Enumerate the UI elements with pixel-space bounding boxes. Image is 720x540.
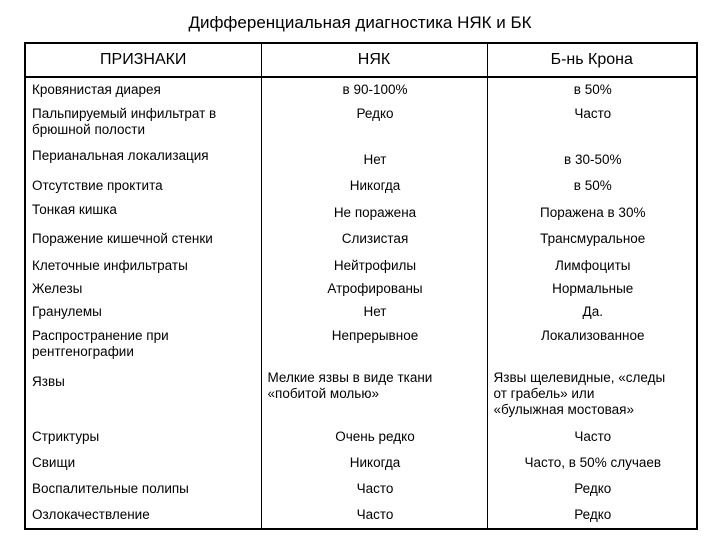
table-row: [25, 450, 697, 476]
header-nyak: НЯК: [261, 43, 487, 77]
header-signs: ПРИЗНАКИ: [25, 43, 261, 77]
crohn-cell: Поражена в 30%: [487, 200, 697, 227]
table-row: [25, 423, 697, 450]
sign-cell: Язвы: [32, 374, 65, 389]
sign-cell: Гранулемы: [32, 304, 102, 319]
nyak-cell: Нет: [261, 302, 487, 326]
table-row: [25, 146, 697, 176]
table-row: [25, 326, 697, 368]
crohn-cell: в 30-50%: [487, 146, 697, 176]
crohn-cell: Редко: [487, 476, 697, 502]
nyak-cell: Слизистая: [261, 227, 487, 253]
crohn-cell: в 50%: [487, 176, 697, 200]
crohn-cell: Часто: [487, 423, 697, 450]
crohn-cell: Да.: [487, 302, 697, 326]
nyak-cell: Очень редко: [261, 423, 487, 450]
nyak-cell: Никогда: [261, 176, 487, 200]
nyak-cell: Атрофированы: [261, 279, 487, 302]
crohn-cell: Язвы щелевидные, «следы от грабель» или «булыжная мостовая»: [487, 368, 697, 423]
table-row: [25, 200, 697, 227]
crohn-cell: Часто: [487, 104, 697, 146]
sign-cell: Распространение при рентгенографии: [32, 328, 169, 359]
nyak-cell: Никогда: [261, 450, 487, 476]
nyak-cell: Мелкие язвы в виде ткани «побитой молью»: [261, 368, 487, 423]
nyak-cell: в 90-100%: [261, 77, 487, 104]
sign-cell: Отсутствие проктита: [32, 178, 163, 193]
table-row: [25, 279, 697, 302]
nyak-cell: Нет: [261, 146, 487, 176]
nyak-cell: Часто: [261, 476, 487, 502]
nyak-cell: Непрерывное: [261, 326, 487, 368]
header-row: [25, 43, 697, 77]
nyak-cell: Нейтрофилы: [261, 253, 487, 279]
diagnosis-table: [24, 42, 698, 530]
table-row: [25, 502, 697, 529]
table-row: [25, 253, 697, 279]
crohn-cell: Лимфоциты: [487, 253, 697, 279]
crohn-cell: в 50%: [487, 77, 697, 104]
sign-cell: Пальпируемый инфильтрат в брюшной полости: [32, 106, 217, 137]
crohn-cell: Редко: [487, 502, 697, 529]
nyak-cell: Не поражена: [261, 200, 487, 227]
sign-cell: Перианальная локализация: [32, 148, 209, 163]
table-row: [25, 77, 697, 104]
sign-cell: Железы: [32, 281, 83, 296]
crohn-cell: Нормальные: [487, 279, 697, 302]
crohn-cell: Трансмуральное: [487, 227, 697, 253]
sign-cell: Свищи: [32, 455, 76, 470]
table-row: [25, 176, 697, 200]
sign-cell: Тонкая кишка: [32, 202, 117, 217]
table-row: [25, 104, 697, 146]
table-row: [25, 476, 697, 502]
sign-cell: Клеточные инфильтраты: [32, 258, 188, 273]
slide-title: Дифференциальная диагностика НЯК и БК: [188, 13, 532, 32]
sign-cell: Кровянистая диарея: [32, 82, 161, 97]
table-row: [25, 368, 697, 423]
sign-cell: Озлокачествление: [32, 507, 150, 522]
crohn-cell: Часто, в 50% случаев: [487, 450, 697, 476]
table-row: [25, 302, 697, 326]
sign-cell: Воспалительные полипы: [32, 481, 189, 496]
crohn-cell: Локализованное: [487, 326, 697, 368]
sign-cell: Поражение кишечной стенки: [32, 231, 213, 246]
nyak-cell: Часто: [261, 502, 487, 529]
table-row: [25, 227, 697, 253]
nyak-cell: Редко: [261, 104, 487, 146]
header-crohn: Б-нь Крона: [487, 43, 697, 77]
sign-cell: Стриктуры: [32, 429, 100, 444]
